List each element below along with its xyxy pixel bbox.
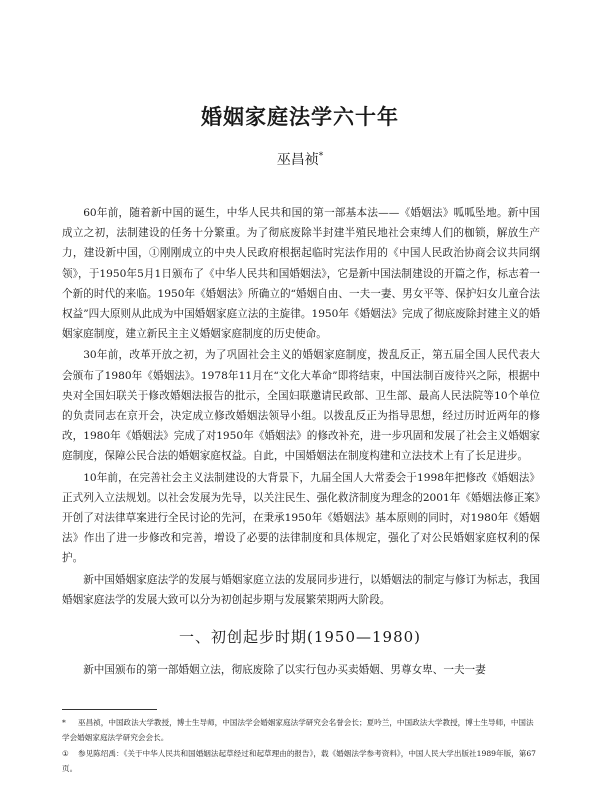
footnotes bbox=[62, 716, 540, 778]
article-author bbox=[0, 149, 600, 169]
paragraph: 新中国婚姻家庭法学的发展与婚姻家庭立法的发展同步进行，以婚姻法的制定与修订为标志，我国婚姻家庭法学的发展大致可以分为初创起步期与发展繁荣期两大阶段。 bbox=[62, 573, 540, 606]
footnote-divider bbox=[62, 709, 157, 710]
section-first-line: 新中国颁布的第一部婚姻立法，彻底废除了以实行包办买卖婚姻、男尊女卑、一夫一妻 bbox=[83, 664, 486, 676]
author-name: 巫昌祯 bbox=[276, 152, 319, 168]
paragraph: 10年前，在完善社会主义法制建设的大背景下，九届全国人大常委会于1998年把修改《婚姻法》正式列入立法规划。以社会发展为先导，以关注民生、强化救济制度为理念的2001年《婚姻法修正案》开创了对法律草案进行全民讨论的先河，在秉承1950年《婚姻法》基本原则的同时，对1980年《婚姻法》作出了进一步修改和完善，增设了必要的法律制度和具体规定，强化了对公民婚姻家庭权利的保护。 bbox=[62, 471, 540, 565]
footnote-mark: ① bbox=[62, 749, 69, 758]
section-heading: 一、初创起步时期(1950—1980) bbox=[178, 628, 422, 646]
article-title: 婚姻家庭法学六十年 bbox=[201, 104, 399, 129]
paragraph: 60年前，随着新中国的诞生，中华人民共和国的第一部基本法——《婚姻法》呱呱坠地。新中国成立之初，法制建设的任务十分繁重。为了彻底废除半封建半殖民地社会束缚人们的枷锁，解放生产力，建设新中国，①刚刚成立的中央人民政府根据起临时宪法作用的《中国人民政治协商会议共同纲领》，于1950年5月1日颁布了《中华人民共和国婚姻法》，它是新中国法制建设的开篇之作，标志着一个新的时代的来临。1950年《婚姻法》所确立的“婚姻自由、一夫一妻、男女平等、保护妇女儿童合法权益”四大原则从此成为中国婚姻家庭立法的主旋律。1950年《婚姻法》完成了彻底废除封建主义的婚姻家庭制度，建立新民主主义婚姻家庭制度的历史使命。 bbox=[62, 207, 540, 341]
footnote-text: 参见陈绍禹：《关于中华人民共和国婚姻法起草经过和起草理由的报告》，载《婚姻法学参考资料》，中国人民大学出版社1989年版，第67页。 bbox=[62, 749, 537, 773]
article-body bbox=[62, 203, 540, 611]
footnote-text: 巫昌祯，中国政法大学教授，博士生导师，中国法学会婚姻家庭法学研究会名誉会长；夏吟兰，中国政法大学教授，博士生导师，中国法学会婚姻家庭法学研究会会长。 bbox=[62, 718, 534, 742]
footnote bbox=[62, 747, 540, 776]
paragraph: 30年前，改革开放之初，为了巩固社会主义的婚姻家庭制度，拨乱反正，第五届全国人民代表大会颁布了1980年《婚姻法》。1978年11月在“文化大革命”即将结束，中国法制百废待兴之际，根据中央对全国妇联关于修改婚姻法报告的批示，全国妇联邀请民政部、卫生部、最高人民法院等10个单位的负责同志在京开会，决定成立修改婚姻法领导小组。以拨乱反正为指导思想，经过历时近两年的修改，1980年《婚姻法》完成了对1950年《婚姻法》的修改补充，进一步巩固和发展了社会主义婚姻家庭制度，保障公民合法的婚姻家庭权益。自此，中国婚姻法在制度构建和立法技术上有了长足进步。 bbox=[62, 349, 540, 463]
author-footnote-mark: * bbox=[318, 151, 324, 162]
footnote-mark: * bbox=[62, 718, 66, 727]
footnote bbox=[62, 716, 540, 745]
